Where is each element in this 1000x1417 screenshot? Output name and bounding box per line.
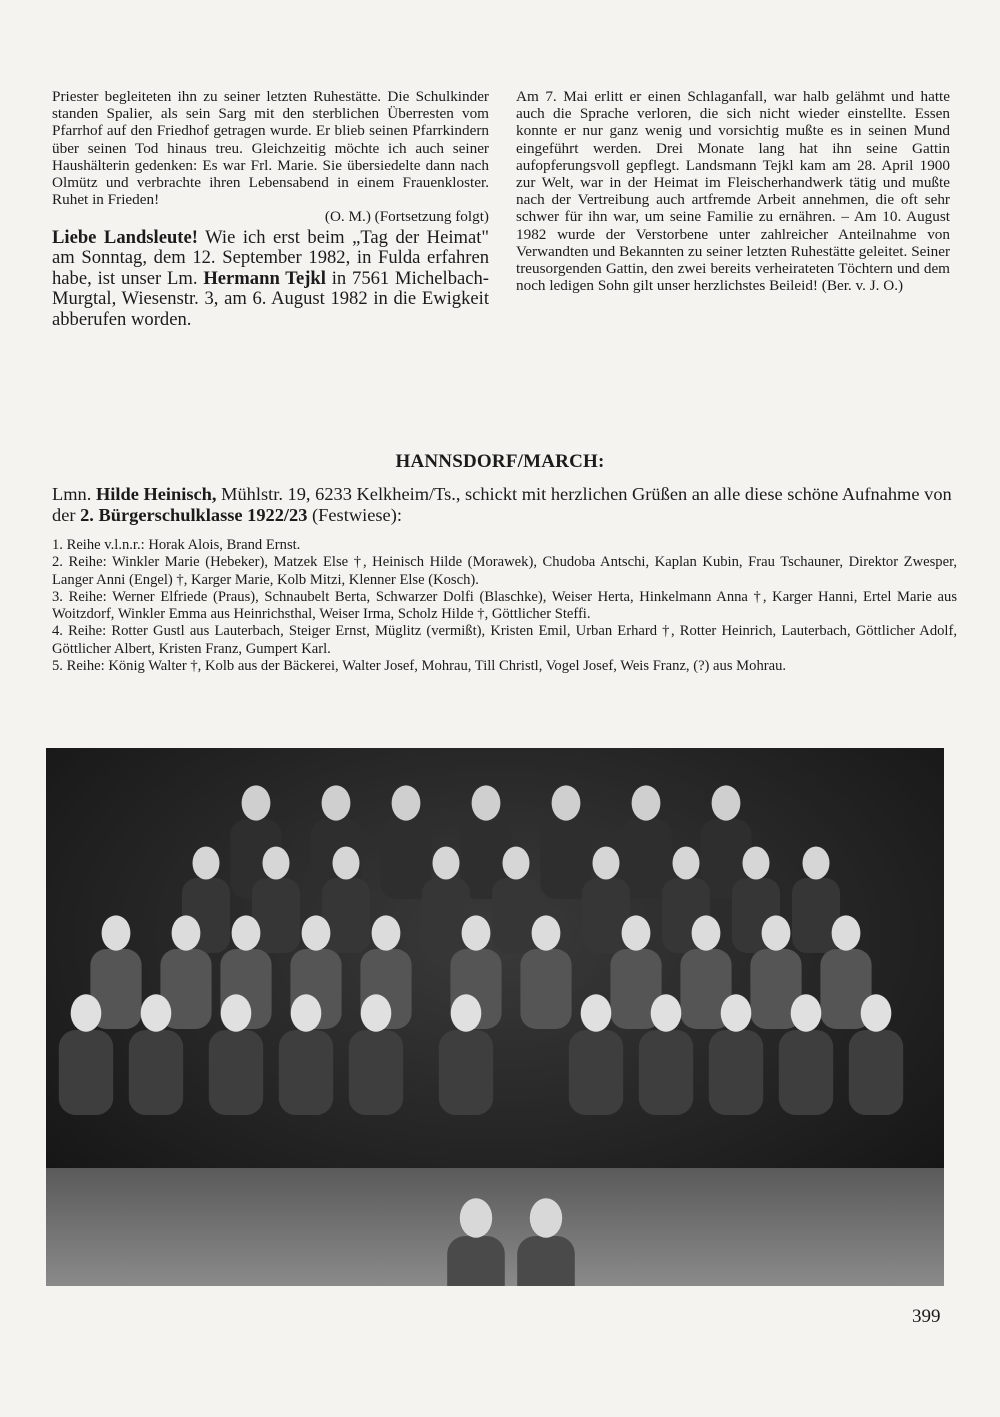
greeting: Liebe Landsleute! xyxy=(52,226,198,248)
person-face xyxy=(762,915,791,950)
person-face xyxy=(743,847,770,880)
person-body xyxy=(520,949,571,1029)
deceased-name: Hermann Tejkl xyxy=(203,267,326,289)
person-face xyxy=(451,994,482,1031)
person-face xyxy=(532,915,561,950)
intro-middle: Mühlstr. 19, 6233 Kelkheim/Ts., schickt mit herzlichen Grüßen an alle diese schöne Aufnahme von der xyxy=(52,484,952,525)
person-face xyxy=(291,994,322,1031)
person-face xyxy=(673,847,700,880)
person-face xyxy=(651,994,682,1031)
person-body xyxy=(792,878,840,953)
notice-paragraph xyxy=(52,228,489,331)
person-body xyxy=(517,1236,575,1286)
person-face xyxy=(433,847,460,880)
person-face xyxy=(593,847,620,880)
person-face xyxy=(172,915,201,950)
person-body xyxy=(492,878,540,953)
person-face xyxy=(302,915,331,950)
person-face xyxy=(322,785,351,820)
notice-text-b: in 7561 Michelbach-Murgtal, Wiesenstr. 3, am 6. August 1982 in die Ewigkeit abberufen worden. xyxy=(52,267,489,330)
right-column xyxy=(516,88,950,294)
caption-row: 2. Reihe: Winkler Marie (Hebeker), Matzek Else †, Heinisch Hilde (Morawek), Chudoba Antschi, Kaplan Kubin, Frau Tschauner, Direktor Zwesper, Langer Anni (Engel) †, Karger Marie, Kolb Mitzi, Klenner Else (Kosch). xyxy=(52,554,957,588)
person-face xyxy=(632,785,661,820)
person-face xyxy=(861,994,892,1031)
person-face xyxy=(263,847,290,880)
person-face xyxy=(71,994,102,1031)
class-photo-illustration xyxy=(46,748,944,1286)
person-face xyxy=(552,785,581,820)
person-body xyxy=(59,1030,113,1115)
person-face xyxy=(372,915,401,950)
person-body xyxy=(569,1030,623,1115)
person-body xyxy=(849,1030,903,1115)
person-face xyxy=(832,915,861,950)
person-body xyxy=(252,878,300,953)
person-body xyxy=(129,1030,183,1115)
person-face xyxy=(102,915,131,950)
person-face xyxy=(221,994,252,1031)
intro-prefix: Lmn. xyxy=(52,484,96,504)
caption-row: 3. Reihe: Werner Elfriede (Praus), Schnaubelt Berta, Schwarzer Dolfi (Blaschke), Weiser Herta, Hinkelmann Anna †, Karger Hanni, Ertel Marie aus Woitzdorf, Winkler Emma aus Heinrichsthal, Weiser Irma, Scholz Hilde †, Göttlicher Steffi. xyxy=(52,588,957,623)
person-body xyxy=(349,1030,403,1115)
person-body xyxy=(279,1030,333,1115)
intro-suffix: (Festwiese): xyxy=(307,505,402,525)
caption-row: 5. Reihe: König Walter †, Kolb aus der Bäckerei, Walter Josef, Mohrau, Till Christl, Vogel Josef, Weis Franz, (?) aus Mohrau. xyxy=(52,658,787,675)
person-face xyxy=(193,847,220,880)
person-body xyxy=(582,878,630,953)
person-body xyxy=(322,878,370,953)
person-face xyxy=(721,994,752,1031)
person-body xyxy=(779,1030,833,1115)
person-face xyxy=(791,994,822,1031)
person-face xyxy=(333,847,360,880)
person-face xyxy=(462,915,491,950)
person-body xyxy=(709,1030,763,1115)
person-face xyxy=(503,847,530,880)
person-face xyxy=(581,994,612,1031)
left-column xyxy=(52,88,489,331)
class-name: 2. Bürgerschulklasse 1922/23 xyxy=(80,505,308,525)
person-face xyxy=(141,994,172,1031)
person-face xyxy=(392,785,421,820)
person-body xyxy=(439,1030,493,1115)
obituary-paragraph: Priester begleiteten ihn zu seiner letzten Ruhestätte. Die Schulkinder standen Spalier, als sein Sarg mit den sterblichen Überresten vom Pfarrhof auf den Friedhof getragen wurde. Er blieb seinen Pfarrkindern über seinen Tod hinaus treu. Gleichzeitig möchte ich auch seiner Haushälterin gedenken: Es war Frl. Marie. Sie übersiedelte dann nach Olmütz und verbrachte ihren Lebensabend in einem Frauenkloster. Ruhet in Frieden! xyxy=(52,88,489,209)
person-face xyxy=(692,915,721,950)
author-signature: (O. M.) (Fortsetzung folgt) xyxy=(324,208,489,226)
person-face xyxy=(242,785,271,820)
person-body xyxy=(209,1030,263,1115)
person-body xyxy=(422,878,470,953)
photo-intro xyxy=(52,484,957,526)
person-face xyxy=(361,994,392,1031)
person-body xyxy=(639,1030,693,1115)
person-face xyxy=(460,1198,492,1238)
photo-caption-rows xyxy=(52,537,957,675)
person-face xyxy=(530,1198,562,1238)
caption-row: 4. Reihe: Rotter Gustl aus Lauterbach, Steiger Ernst, Müglitz (vermißt), Kristen Emil, Urban Erhard †, Rotter Heinrich, Lauterbach, Göttlicher Adolf, Göttlicher Albert, Kristen Franz, Gumpert Karl. xyxy=(52,623,957,657)
person-body xyxy=(447,1236,505,1286)
biography-paragraph: Am 7. Mai erlitt er einen Schlaganfall, war halb gelähmt und hatte auch die Sprache verloren, die sich nicht wieder einstellte. Essen konnte er nur ganz wenig und vorsichtig mußte es in seinen Mund eingeführt werden. Drei Monate lang hat ihn seine Gattin aufopferungsvoll gepflegt. Landsmann Tejkl kam am 28. April 1900 zur Welt, war in der Heimat im Fleischerhandwerk tätig und mußte nach der Vertreibung auch artfremde Arbeit annehmen, die oft sehr schwer für ihn war, um seine Familie zu ernähren. – Am 10. August 1982 wurde der Verstorbene unter zahlreicher Anteilnahme von Verwandten und Bekannten zu seiner letzten Ruhestätte geleitet. Seiner treusorgenden Gattin, den zwei bereits verheirateten Töchtern und dem noch ledigen Sohn gilt unser herzlichstes Beileid! (Ber. v. J. O.) xyxy=(516,88,950,295)
person-face xyxy=(472,785,501,820)
notice-text-a: Wie ich erst beim „Tag der Heimat" am Sonntag, dem 12. September 1982, in Fulda erfahren habe, ist unser Lm. xyxy=(52,226,490,289)
section-heading: HANNSDORF/MARCH: xyxy=(395,451,605,472)
sender-name: Hilde Heinisch, xyxy=(95,484,217,504)
person-face xyxy=(712,785,741,820)
person-face xyxy=(622,915,651,950)
page-number: 399 xyxy=(912,1306,941,1327)
person-face xyxy=(232,915,261,950)
caption-row: 1. Reihe v.l.n.r.: Horak Alois, Brand Ernst. xyxy=(52,537,301,553)
class-photograph xyxy=(46,748,944,1286)
person-face xyxy=(803,847,830,880)
